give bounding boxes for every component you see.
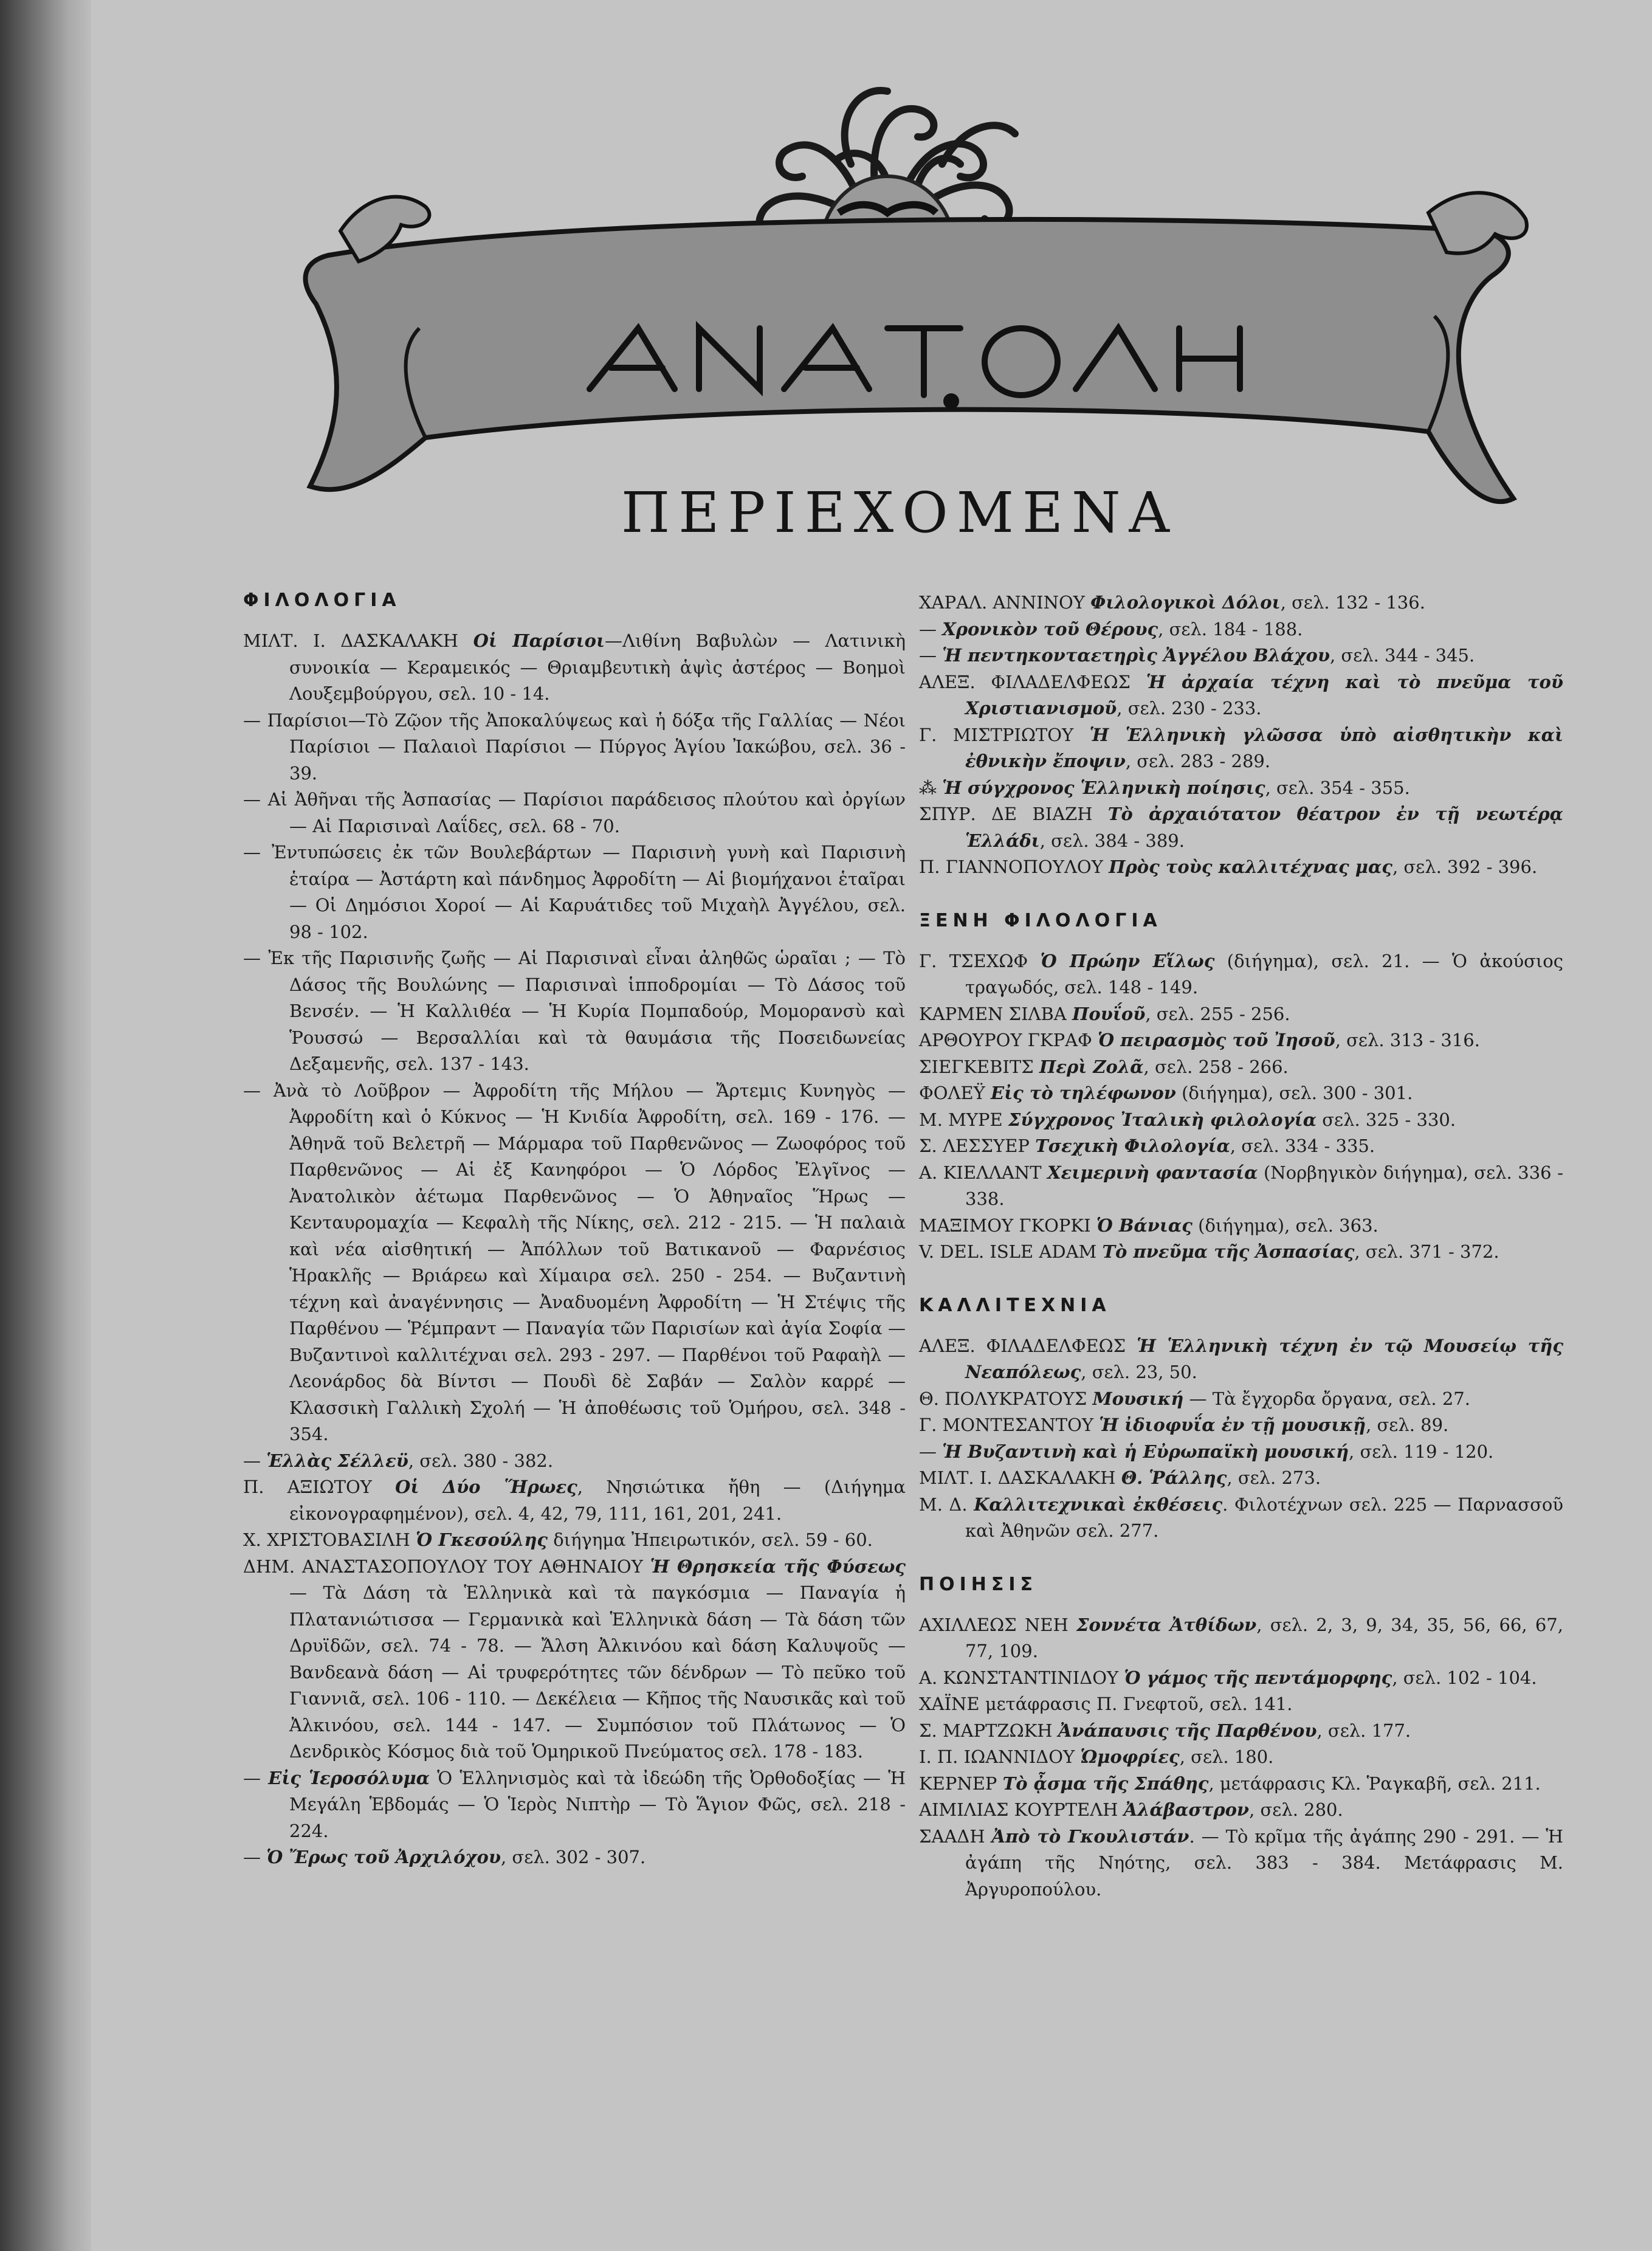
- entry-detail: , σελ. 283 - 289.: [1125, 751, 1271, 771]
- entry-title: Χρονικὸν τοῦ Θέρους: [942, 618, 1158, 639]
- section-gap: [919, 1266, 1563, 1295]
- right-column: [919, 590, 1563, 1903]
- entry-author: —: [243, 1450, 261, 1471]
- section-title: ΚΑΛΛΙΤΕΧΝΙΑ: [919, 1294, 1111, 1316]
- entry-title: Θ. Ῥάλλης: [1121, 1467, 1227, 1488]
- entry-detail: , σελ. 380 - 382.: [408, 1450, 554, 1471]
- entry-author: ΣΑΑΔΗ: [919, 1825, 985, 1847]
- toc-entry: [919, 1824, 1563, 1903]
- entry-title: Φιλολογικοὶ Δόλοι: [1090, 592, 1281, 613]
- toc-entry: [243, 1554, 906, 1765]
- entry-title: Ὁ Γκεσούλης: [415, 1529, 548, 1550]
- section-title: ΦΙΛΟΛΟΓΙΑ: [243, 590, 401, 611]
- toc-entry: [243, 1448, 906, 1475]
- entry-author: Π. ΓΙΑΝΝΟΠΟΥΛΟΥ: [919, 857, 1103, 877]
- toc-entry: [919, 1160, 1563, 1213]
- entry-author: Ι. Π. ΙΩΑΝΝΙΔΟΥ: [919, 1746, 1075, 1767]
- toc-entry: [919, 1797, 1563, 1824]
- entry-title: Σύγχρονος Ἰταλικὴ φιλολογία: [1008, 1109, 1317, 1130]
- entry-author: ΑΙΜΙΛΙΑΣ ΚΟΥΡΤΕΛΗ: [919, 1799, 1118, 1820]
- entry-detail: —Λιθίνη Βαβυλὼν — Λατινικὴ συνοικία — Κεραμεικός — Θριαμβευτικὴ ἁψὶς ἀστέρος — Βοημοὶ Λουξεμβούργου, σελ. 10 - 14.: [289, 630, 906, 704]
- entry-author: Θ. ΠΟΛΥΚΡΑΤΟΥΣ: [919, 1388, 1087, 1409]
- entry-detail: Ἐκ τῆς Παρισινῆς ζωῆς — Αἱ Παρισιναὶ εἶναι ἀληθῶς ὡραῖαι ; — Τὸ Δάσος τῆς Βουλώνης — Παρισιναὶ ἱπποδρομίαι — Τὸ Δάσος τοῦ Βενσέν. — Ἡ Καλλιθέα — Ἡ Κυρία Πομπαδούρ, Μομορανσὺ καὶ Ῥουσσώ — Βερσαλλίαι καὶ τὰ θαυμάσια τῆς Ποσειδωνείας Δεξαμενῆς, σελ. 137 - 143.: [268, 948, 906, 1074]
- entry-author: ⁂: [919, 777, 937, 798]
- toc-entry: [919, 948, 1563, 1001]
- toc-entry: [919, 1612, 1563, 1665]
- entry-title: Ἀνάπαυσις τῆς Παρθένου: [1058, 1720, 1317, 1741]
- toc-entry: [919, 1718, 1563, 1745]
- toc-entry: [919, 1771, 1563, 1798]
- entry-author: Α. ΚΩΝΣΤΑΝΤΙΝΙΔΟΥ: [919, 1667, 1119, 1688]
- entry-title: Ὁ πειρασμὸς τοῦ Ἰησοῦ: [1098, 1030, 1335, 1050]
- entry-detail: διήγημα Ἠπειρωτικόν, σελ. 59 - 60.: [548, 1529, 873, 1550]
- entry-detail: Ὁ Ἑλληνισμὸς καὶ τὰ ἰδεώδη τῆς Ὀρθοδοξίας — Ἡ Μεγάλη Ἑβδομάς — Ὁ Ἱερὸς Νιπτὴρ — Τὸ Ἅγιον Φῶς, σελ. 218 - 224.: [289, 1767, 906, 1841]
- toc-entry: [243, 1078, 906, 1448]
- entry-title: Ἡ ἰδιοφυΐα ἐν τῇ μουσικῇ: [1099, 1415, 1366, 1435]
- banner-medusa-illustration: [274, 12, 1562, 541]
- toc-entry: [919, 1492, 1563, 1545]
- entry-detail: Ἀνὰ τὸ Λοῦβρον — Ἀφροδίτη τῆς Μήλου — Ἄρτεμις Κυνηγὸς — Ἀφροδίτη καὶ ὁ Κύκνος — Ἡ Κνιδία Ἀφροδίτη, σελ. 169 - 176. — Ἀθηνᾶ τοῦ Βελετρῆ — Μάρμαρα τοῦ Παρθενῶνος — Ζωοφόρος τοῦ Παρθενῶνος — Αἱ ἐξ Κανηφόροι — Ὁ Λόρδος Ἐλγῖνος — Ἀνατολικὸν ἀέτωμα Παρθενῶνος — Ὁ Ἀθηναῖος Ἥρως — Κενταυρομαχία — Κεφαλὴ τῆς Νίκης, σελ. 212 - 215. — Ἡ παλαιὰ καὶ νέα αἰσθητική — Ἀπόλλων τοῦ Βατικανοῦ — Φαρνέσιος Ἡρακλῆς — Βριάρεω καὶ Χίμαιρα σελ. 250 - 254. — Βυζαντινὴ τέχνη καὶ ἀναγέννησις — Ἀναδυομένη Ἀφροδίτη — Ἡ Στέψις τῆς Παρθένου — Ῥέμπραντ — Παναγία τῶν Παρισίων καὶ ἁγία Σοφία — Βυζαντινοὶ καλλιτέχναι σελ. 293 - 297. — Παρθένοι τοῦ Ραφαὴλ — Λεονάρδος δὰ Βίντσι — Πουδὶ δὲ Σαβάν — Σαλὸν καρρέ — Κλασσικὴ Γαλλικὴ Σχολή — Ἡ ἀποθέωσις τοῦ Ὁμήρου, σελ. 348 - 354.: [273, 1080, 906, 1444]
- entry-detail: , σελ. 180.: [1179, 1746, 1274, 1767]
- entry-author: ΣΙΕΓΚΕΒΙΤΣ: [919, 1056, 1034, 1077]
- entry-detail: — Τὰ Δάση τὰ Ἑλληνικὰ καὶ τὰ παγκόσμια — Παναγία ἡ Πλατανιώτισσα — Γερμανικὰ καὶ Ἑλληνικὰ δάση — Τὰ δάση τῶν Δρυϊδῶν, σελ. 74 - 78. — Ἄλση Ἀλκινόου καὶ δάση Καλυψοῦς — Βανδεανὰ δάση — Αἱ τρυφερότητες τῶν δένδρων — Τὸ πεῦκο τοῦ Γιαννιᾶ, σελ. 106 - 110. — Δεκέλεια — Κῆπος τῆς Ναυσικᾶς καὶ τοῦ Ἀλκινόου, σελ. 144 - 147. — Συμπόσιον τοῦ Πλάτωνος — Ὁ Δενδρικὸς Κόσμος διὰ τοῦ Ὁμηρικοῦ Πνεύματος σελ. 178 - 183.: [289, 1582, 906, 1762]
- toc-entry: [919, 1001, 1563, 1028]
- entry-author: —: [243, 948, 261, 968]
- toc-entry: [919, 775, 1563, 802]
- section-gap: [919, 1545, 1563, 1574]
- entry-detail: , σελ. 23, 50.: [1081, 1362, 1197, 1382]
- page: [91, 0, 1652, 2251]
- toc-entry: [919, 643, 1563, 669]
- banner-scroll: [306, 219, 1513, 502]
- entry-title: Καλλιτεχνικαὶ ἐκθέσεις: [974, 1494, 1223, 1515]
- entry-author: —: [919, 1441, 937, 1462]
- toc-entry: [243, 787, 906, 839]
- entry-detail: — Τὰ ἔγχορδα ὄργανα, σελ. 27.: [1183, 1388, 1470, 1409]
- entry-detail: , σελ. 392 - 396.: [1392, 857, 1538, 877]
- toc-entry: [919, 1213, 1563, 1239]
- entry-author: V. DEL. ISLE ADAM: [919, 1241, 1097, 1262]
- entry-detail: , Νησιώτικα ἤθη — (Διήγημα εἰκονογραφημένον), σελ. 4, 42, 79, 111, 161, 201, 241.: [289, 1477, 906, 1524]
- entry-title: Μουσική: [1092, 1388, 1184, 1409]
- toc-entry: [919, 1412, 1563, 1439]
- toc-entry: [919, 1691, 1563, 1718]
- entry-title: Τὸ πνεῦμα τῆς Ἀσπασίας: [1102, 1241, 1355, 1262]
- entry-author: Γ. ΤΣΕΧΩΦ: [919, 950, 1028, 971]
- entry-author: ΜΑΞΙΜΟΥ ΓΚΟΡΚΙ: [919, 1215, 1091, 1236]
- toc-entry: [919, 1054, 1563, 1081]
- entry-author: ΑΡΘΟΥΡΟΥ ΓΚΡΑΦ: [919, 1030, 1092, 1050]
- entry-detail: , σελ. 89.: [1366, 1415, 1449, 1435]
- toc-entry: [243, 839, 906, 945]
- entry-detail: μετάφρασις Π. Γνεφτοῦ, σελ. 141.: [985, 1694, 1293, 1714]
- entry-detail: , σελ. 354 - 355.: [1265, 777, 1410, 798]
- entry-title: Ἀλάβαστρον: [1123, 1799, 1250, 1820]
- toc-entry: [919, 854, 1563, 881]
- entry-author: ΜΙΛΤ. Ι. ΔΑΣΚΑΛΑΚΗ: [919, 1467, 1116, 1488]
- entry-detail: , σελ. 313 - 316.: [1335, 1030, 1480, 1050]
- entry-detail: , σελ. 102 - 104.: [1392, 1667, 1537, 1688]
- entry-title: Ὁ Ἔρως τοῦ Ἀρχιλόχου: [266, 1847, 501, 1867]
- toc-entry: [919, 1465, 1563, 1492]
- toc-entry: [243, 1765, 906, 1845]
- entry-author: Μ. Δ.: [919, 1494, 968, 1515]
- entry-detail: , σελ. 273.: [1227, 1467, 1321, 1488]
- entry-title: Πρὸς τοὺς καλλιτέχνας μας: [1109, 857, 1392, 877]
- toc-entry: [919, 616, 1563, 643]
- section-title: ΠΟΙΗΣΙΣ: [919, 1573, 1038, 1595]
- entry-title: Τσεχικὴ Φιλολογία: [1035, 1136, 1230, 1156]
- entry-author: ΚΑΡΜΕΝ ΣΙΛΒΑ: [919, 1003, 1067, 1024]
- entry-author: ΧΑΡΑΛ. ΑΝΝΙΝΟΥ: [919, 592, 1085, 613]
- toc-entry: [919, 1744, 1563, 1771]
- toc-entry: [919, 1080, 1563, 1107]
- right-hand: [1428, 193, 1527, 253]
- entry-author: —: [243, 1847, 261, 1867]
- toc-entry: [243, 1844, 906, 1871]
- entry-detail: (Νορβηγικὸν διήγημα), σελ. 336 - 338.: [965, 1162, 1563, 1209]
- entry-title: Πουΐοῦ: [1072, 1003, 1146, 1024]
- entry-author: ΧΑΪΝΕ: [919, 1694, 980, 1714]
- entry-title: Ὁ γάμος τῆς πεντάμορφης: [1124, 1667, 1392, 1688]
- entry-detail: . Φιλοτέχνων σελ. 225 — Παρνασσοῦ καὶ Ἀθηνῶν σελ. 277.: [965, 1494, 1563, 1541]
- entry-author: ΔΗΜ. ΑΝΑΣΤΑΣΟΠΟΥΛΟΥ ΤΟΥ ΑΘΗΝΑΙΟΥ: [243, 1556, 643, 1577]
- entry-detail: (διήγημα), σελ. 300 - 301.: [1175, 1083, 1413, 1103]
- entry-author: ΚΕΡΝΕΡ: [919, 1773, 997, 1794]
- entry-author: Μ. ΜΥΡΕ: [919, 1109, 1003, 1130]
- toc-entry: [919, 1239, 1563, 1266]
- entry-title: Σοννέτα Ἀτθίδων: [1076, 1614, 1257, 1635]
- masthead-illustration: [274, 12, 1562, 541]
- entry-detail: σελ. 325 - 330.: [1316, 1109, 1456, 1130]
- entry-title: Τὸ ἀρχαιότατον θέατρον ἐν τῇ νεωτέρᾳ Ἑλλάδι: [965, 804, 1563, 851]
- entry-author: ΑΧΙΛΛΕΩΣ ΝΕΗ: [919, 1614, 1069, 1635]
- entry-author: ΑΛΕΞ. ΦΙΛΑΔΕΛΦΕΩΣ: [919, 671, 1131, 692]
- entry-detail: . — Τὸ κρῖμα τῆς ἀγάπης 290 - 291. — Ἡ ἀγάπη τῆς Νηότης, σελ. 383 - 384. Μετάφρασις Μ. Ἀργυροπούλου.: [965, 1825, 1564, 1900]
- entry-detail: , σελ. 280.: [1249, 1799, 1343, 1820]
- entry-title: Εἰς Ἱεροσόλυμα: [268, 1767, 430, 1788]
- entry-title: Οἱ Παρίσιοι: [473, 630, 605, 651]
- left-column: [243, 590, 906, 1871]
- entry-title: Ἀπὸ τὸ Γκουλιστάν: [991, 1825, 1189, 1847]
- entry-detail: , σελ. 132 - 136.: [1280, 592, 1425, 613]
- entry-detail: , σελ. 230 - 233.: [1117, 698, 1262, 719]
- entry-title: Ὁ Βάνιας: [1096, 1215, 1193, 1236]
- entry-author: —: [243, 842, 261, 863]
- entry-detail: , σελ. 258 - 266.: [1143, 1056, 1289, 1077]
- toc-entry: [919, 1439, 1563, 1466]
- entry-author: ΜΙΛΤ. Ι. ΔΑΣΚΑΛΑΚΗ: [243, 630, 459, 651]
- entry-author: Σ. ΛΕΣΣΥΕΡ: [919, 1136, 1030, 1156]
- entry-detail: Αἱ Ἀθῆναι τῆς Ἀσπασίας — Παρίσιοι παράδεισος πλούτου καὶ ὀργίων — Αἱ Παρισιναὶ Λαΐδες, σελ. 68 - 70.: [267, 789, 906, 836]
- entry-title: Οἱ Δύο Ἥρωες: [395, 1477, 577, 1497]
- toc-entry: [919, 722, 1563, 775]
- page-title: ΠΕΡΙΕΧΟΜΕΝΑ: [621, 480, 1178, 545]
- entry-title: Ὁ Πρώην Εἵλως: [1040, 950, 1215, 971]
- entry-detail: , σελ. 255 - 256.: [1145, 1003, 1290, 1024]
- entry-author: Χ. ΧΡΙΣΤΟΒΑΣΙΛΗ: [243, 1529, 410, 1550]
- entry-detail: , σελ. 177.: [1316, 1720, 1411, 1741]
- entry-title: Περὶ Ζολᾶ: [1039, 1056, 1144, 1077]
- section-title: ΞΕΝΗ ΦΙΛΟΛΟΓΙΑ: [919, 909, 1162, 931]
- toc-entry: [243, 708, 906, 787]
- entry-author: ΑΛΕΞ. ΦΙΛΑΔΕΛΦΕΩΣ: [919, 1335, 1126, 1356]
- entry-detail: , σελ. 371 - 372.: [1354, 1241, 1499, 1262]
- entry-author: —: [919, 645, 937, 666]
- entry-author: —: [243, 709, 261, 731]
- entry-detail: , σελ. 119 - 120.: [1349, 1441, 1494, 1462]
- entry-author: Π. ΑΞΙΩΤΟΥ: [243, 1477, 372, 1497]
- entry-title: Ἑλλὰς Σέλλεϋ: [266, 1450, 408, 1471]
- toc-entry: [919, 801, 1563, 854]
- entry-detail: (διήγημα), σελ. 363.: [1192, 1215, 1378, 1236]
- toc-entry: [243, 945, 906, 1078]
- entry-title: Ἡ Ἑλληνικὴ τέχνη ἐν τῷ Μουσείῳ τῆς Νεαπόλεως: [965, 1335, 1564, 1382]
- toc-entry: [243, 628, 906, 708]
- entry-author: Α. ΚΙΕΛΛΑΝΤ: [919, 1162, 1042, 1183]
- entry-title: Τὸ ᾆσμα τῆς Σπάθης: [1002, 1773, 1209, 1794]
- entry-detail: Ἐντυπώσεις ἐκ τῶν Βουλεβάρτων — Παρισινὴ γυνὴ καὶ Παρισινὴ ἑταίρα — Ἀστάρτη καὶ πάνδημος Ἀφροδίτη — Αἱ βιομήχανοι ἑταῖραι — Οἱ Δημόσιοι Χοροί — Αἱ Καρυάτιδες τοῦ Μιχαὴλ Ἀγγέλου, σελ. 98 - 102.: [271, 842, 906, 942]
- entry-author: —: [243, 789, 261, 810]
- entry-title: Ἡ Βυζαντινὴ καὶ ἡ Εὐρωπαϊκὴ μουσική: [942, 1441, 1349, 1462]
- entry-title: Ὡμοφρίες: [1080, 1746, 1180, 1767]
- toc-entry: [243, 1474, 906, 1527]
- entry-detail: , μετάφρασις Κλ. Ῥαγκαβῆ, σελ. 211.: [1208, 1773, 1541, 1794]
- entry-detail: , σελ. 184 - 188.: [1158, 618, 1303, 639]
- book-binding-shadow: [0, 0, 91, 2251]
- entry-author: Γ. ΜΟΝΤΕΣΑΝΤΟΥ: [919, 1415, 1093, 1435]
- entry-detail: Παρίσιοι—Τὸ Ζῷον τῆς Ἀποκαλύψεως καὶ ἡ δόξα τῆς Γαλλίας — Νέοι Παρίσιοι — Παλαιοὶ Παρίσιοι — Πύργος Ἁγίου Ἰακώβου, σελ. 36 - 39.: [267, 709, 906, 784]
- entry-title: Χειμερινὴ φαντασία: [1047, 1162, 1258, 1183]
- entry-author: —: [919, 618, 937, 639]
- entry-detail: , σελ. 2, 3, 9, 34, 35, 56, 66, 67, 77, 109.: [965, 1614, 1563, 1661]
- toc-entry: [243, 1527, 906, 1554]
- entry-title: Εἰς τὸ τηλέφωνον: [991, 1083, 1176, 1103]
- toc-entry: [919, 1665, 1563, 1692]
- section-gap: [919, 881, 1563, 910]
- entry-title: Ἡ ἀρχαία τέχνη καὶ τὸ πνεῦμα τοῦ Χριστιανισμοῦ: [965, 671, 1564, 719]
- entry-author: ΦΟΛΕΫ: [919, 1083, 985, 1103]
- entry-title: Ἡ Ἑλληνικὴ γλῶσσα ὑπὸ αἰσθητικὴν καὶ ἐθνικὴν ἔποψιν: [965, 724, 1563, 771]
- entry-detail: , σελ. 344 - 345.: [1329, 645, 1475, 666]
- entry-author: Γ. ΜΙΣΤΡΙΩΤΟΥ: [919, 724, 1074, 745]
- toc-entry: [919, 1107, 1563, 1134]
- toc-entry: [919, 669, 1563, 722]
- toc-entry: [919, 1386, 1563, 1413]
- toc-entry: [919, 1027, 1563, 1054]
- entry-detail: , σελ. 334 - 335.: [1230, 1136, 1375, 1156]
- entry-detail: (διήγημα), σελ. 21. — Ὁ ἀκούσιος τραγωδός, σελ. 148 - 149.: [965, 950, 1563, 998]
- entry-author: ΣΠΥΡ. ΔΕ ΒΙΑΖΗ: [919, 804, 1093, 824]
- entry-detail: , σελ. 384 - 389.: [1039, 830, 1185, 851]
- entry-title: Ἡ Θρησκεία τῆς Φύσεως: [650, 1556, 906, 1577]
- entry-title: Ἡ πεντηκονταετηρὶς Ἀγγέλου Βλάχου: [942, 645, 1330, 666]
- entry-title: Ἡ σύγχρονος Ἑλληνικὴ ποίησις: [942, 777, 1265, 798]
- entry-author: Σ. ΜΑΡΤΖΩΚΗ: [919, 1720, 1053, 1741]
- entry-author: —: [243, 1080, 261, 1101]
- toc-entry: [919, 1133, 1563, 1160]
- entry-detail: , σελ. 302 - 307.: [500, 1847, 646, 1867]
- toc-entry: [919, 1333, 1563, 1386]
- entry-author: —: [243, 1767, 261, 1788]
- toc-entry: [919, 590, 1563, 616]
